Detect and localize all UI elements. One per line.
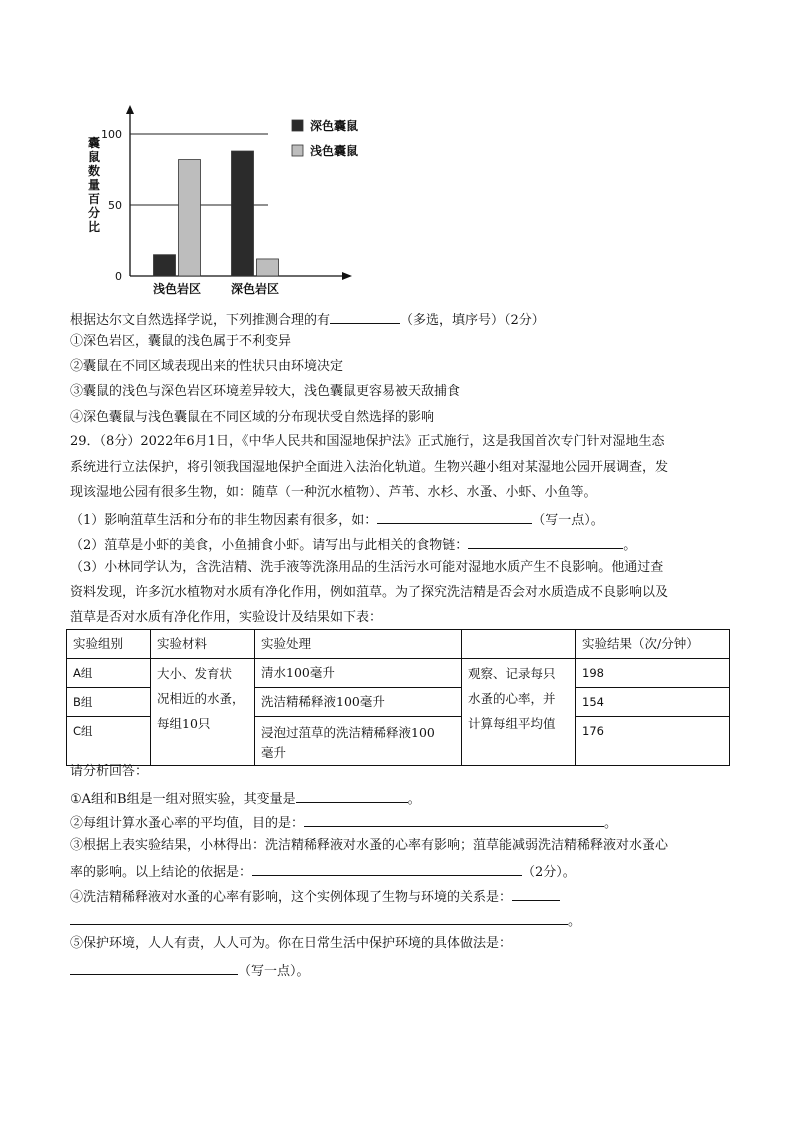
y-axis-label: 鼠 (88, 150, 101, 164)
q29-intro-1: 29．（8分）2022年6月1日，《中华人民共和国湿地保护法》正式施行，这是我国首次专门针对湿地生态 (70, 434, 665, 449)
answer-blank[interactable] (252, 861, 522, 876)
answer-blank[interactable] (70, 960, 238, 975)
q28-option-1: ①深色岩区，囊鼠的浅色属于不利变异 (70, 334, 292, 349)
table-header: 实验结果（次/分钟） (576, 630, 730, 659)
y-tick-label: 50 (108, 199, 122, 212)
bar-dark (232, 151, 254, 276)
chart-svg (80, 100, 380, 300)
y-axis-label: 分 (88, 206, 101, 220)
table-header-row (67, 630, 730, 659)
analysis-4-line2 (70, 910, 581, 931)
answer-blank[interactable] (330, 309, 400, 324)
answer-blank[interactable] (304, 812, 604, 827)
analysis-5-line2 (70, 960, 310, 981)
material-cell: 大小、发育状 况相近的水蚤， 每组10只 (151, 659, 255, 766)
q29-part2-prefix: （2）菹草是小虾的美食，小鱼捕食小虾。请写出与此相关的食物链： (70, 538, 469, 553)
table-header (462, 630, 576, 659)
q29-part1-suffix: （写一点）。 (532, 513, 604, 528)
analysis-4-line1 (70, 886, 560, 907)
q28-option-3: ③囊鼠的浅色与深色岩区环境差异较大，浅色囊鼠更容易被天敌捕食 (70, 384, 461, 399)
q29-part3-line1: （3）小林同学认为，含洗洁精、洗手液等洗涤用品的生活污水可能对湿地水质产生不良影响。他通过查 (70, 560, 664, 575)
answer-blank[interactable] (377, 509, 532, 524)
treatment-cell: 浸泡过菹草的洗洁精稀释液100 毫升 (255, 717, 462, 766)
x-axis-arrow (342, 272, 352, 280)
analysis-3-line1: ③根据上表实验结果，小林得出：洗洁精稀释液对水蚤的心率有影响；菹草能减弱洗洁精稀释液对水蚤心 (70, 838, 669, 853)
y-axis-label: 百 (88, 192, 101, 206)
bar-dark (154, 255, 176, 276)
y-axis-label: 量 (88, 178, 101, 192)
legend-swatch (292, 145, 303, 156)
q28-option-2: ②囊鼠在不同区域表现出来的性状只由环境决定 (70, 359, 344, 374)
analysis-1 (70, 788, 421, 809)
q29-intro-2: 系统进行立法保护，将引领我国湿地保护全面进入法治化轨道。生物兴趣小组对某湿地公园开展调查，发 (70, 460, 669, 475)
analysis-5-suffix: （写一点）。 (238, 964, 310, 979)
q28-option-4: ④深色囊鼠与浅色囊鼠在不同区域的分布现状受自然选择的影响 (70, 410, 435, 425)
y-axis-label: 比 (88, 220, 101, 234)
analysis-label: 请分析回答： (70, 764, 149, 779)
q28-stem: 根据达尔文自然选择学说，下列推测合理的有 (70, 313, 331, 328)
legend-swatch (292, 120, 303, 131)
table-row (67, 659, 730, 688)
q29-part2-suffix: 。 (623, 538, 637, 553)
analysis-2-suffix: 。 (604, 816, 618, 831)
q28-stem-line (70, 309, 545, 330)
q28-suffix: （多选，填序号）（2分） (400, 313, 545, 328)
q29-part1-prefix: （1）影响菹草生活和分布的非生物因素有很多，如： (70, 513, 378, 528)
group-cell: A组 (67, 659, 151, 688)
bar-light (257, 259, 279, 276)
answer-blank[interactable] (70, 910, 568, 925)
group-cell: C组 (67, 717, 151, 766)
analysis-4-prefix: ④洗洁精稀释液对水蚤的心率有影响，这个实例体现了生物与环境的关系是： (70, 890, 513, 905)
y-tick-label: 100 (101, 128, 122, 141)
answer-blank[interactable] (296, 788, 408, 803)
analysis-5-line1: ⑤保护环境，人人有责，人人可为。你在日常生活中保护环境的具体做法是： (70, 936, 513, 951)
table-header: 实验处理 (255, 630, 462, 659)
bar-chart (80, 100, 380, 300)
q29-intro-3: 现该湿地公园有很多生物，如：随草（一种沉水植物）、芦苇、水杉、水蚤、小虾、小鱼等。 (70, 485, 597, 500)
table-header: 实验组别 (67, 630, 151, 659)
observe-cell: 观察、记录每只 水蚤的心率，并 计算每组平均值 (462, 659, 576, 766)
analysis-1-prefix: ①A组和B组是一组对照实验，其变量是 (70, 792, 296, 807)
treatment-cell: 洗洁精稀释液100毫升 (255, 688, 462, 717)
q29-part2 (70, 534, 636, 555)
table-header: 实验材料 (151, 630, 255, 659)
y-tick-label: 0 (115, 270, 122, 283)
result-cell: 154 (576, 688, 730, 717)
legend-label: 浅色囊鼠 (310, 144, 359, 158)
analysis-2 (70, 812, 617, 833)
analysis-3-line2 (70, 861, 576, 882)
analysis-2-prefix: ②每组计算水蚤心率的平均值，目的是： (70, 816, 305, 831)
experiment-table (66, 629, 730, 766)
q29-part1 (70, 509, 604, 530)
q29-part3-line3: 菹草是否对水质有净化作用，实验设计及结果如下表： (70, 610, 383, 625)
treatment-cell: 清水100毫升 (255, 659, 462, 688)
analysis-3-prefix: 率的影响。以上结论的依据是： (70, 865, 253, 880)
x-tick-label: 深色岩区 (230, 282, 280, 296)
group-cell: B组 (67, 688, 151, 717)
x-tick-label: 浅色岩区 (152, 282, 202, 296)
answer-blank[interactable] (468, 534, 623, 549)
result-cell: 176 (576, 717, 730, 766)
analysis-1-suffix: 。 (407, 792, 421, 807)
y-axis-label: 囊 (88, 136, 101, 150)
legend-label: 深色囊鼠 (310, 119, 359, 133)
analysis-4-suffix: 。 (568, 914, 582, 929)
analysis-3-suffix: （2分）。 (522, 865, 576, 880)
bar-light (179, 160, 201, 276)
q29-part3-line2: 资料发现，许多沉水植物对水质有净化作用，例如菹草。为了探究洗洁精是否会对水质造成不良影响以及 (70, 585, 669, 600)
y-axis-arrow (126, 105, 134, 114)
answer-blank[interactable] (512, 886, 560, 901)
y-axis-label: 数 (88, 164, 101, 178)
result-cell: 198 (576, 659, 730, 688)
